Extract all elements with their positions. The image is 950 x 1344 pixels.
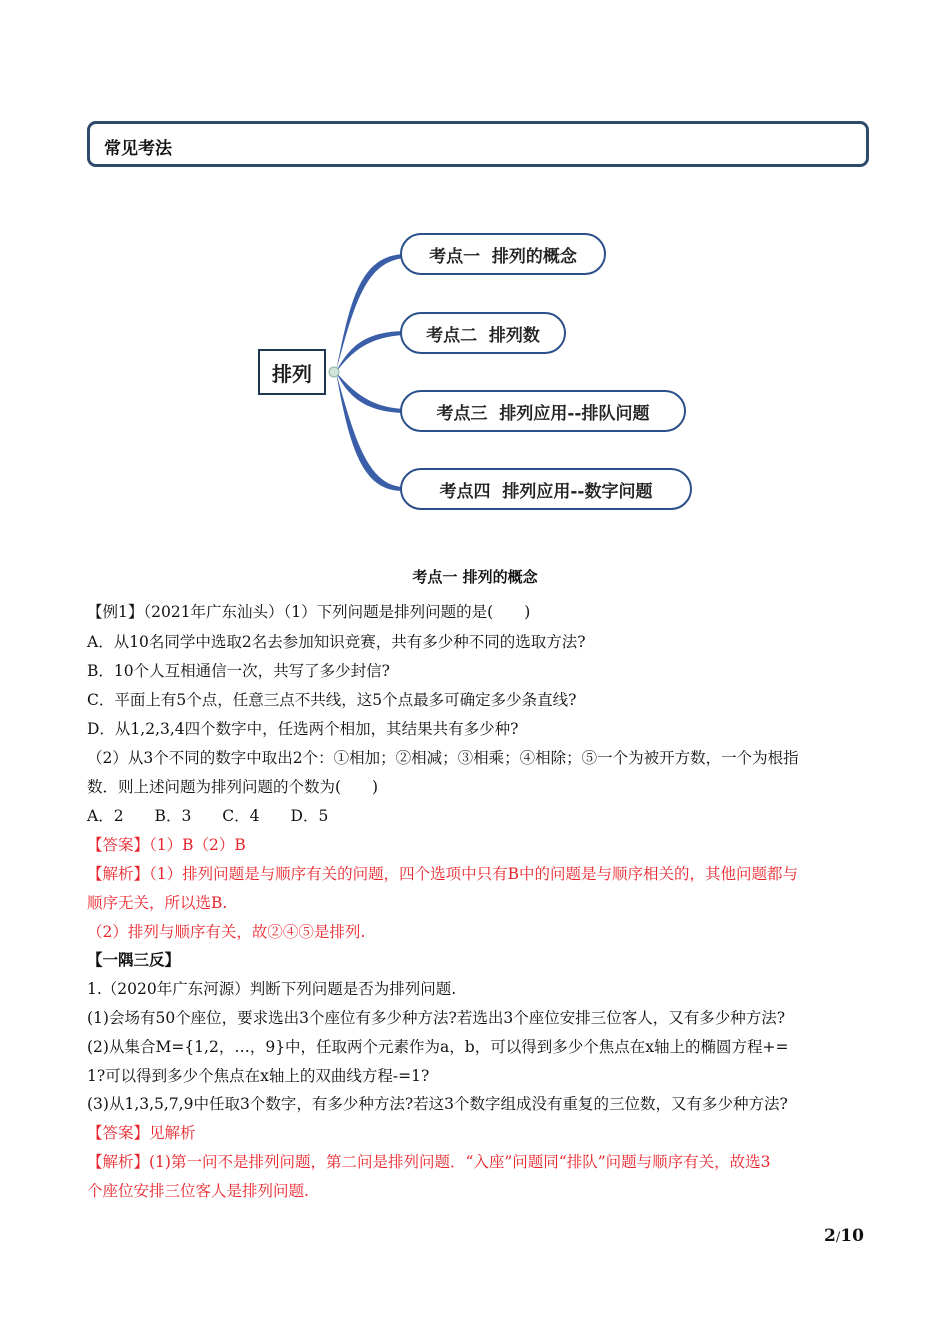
option-d: D．从1,2,3,4四个数字中，任选两个相加，其结果共有多少种? — [87, 720, 519, 738]
connector-2 — [336, 331, 404, 372]
answer-1: 【答案】（1）B（2）B — [87, 836, 246, 854]
mindmap-branch-3: 考点三 排列应用--排队问题 — [400, 390, 686, 432]
practice-1-part-2: (2)从集合M={1,2，…，9}中，任取两个元素作为a，b，可以得到多少个焦点在x轴上的椭圆方程+= — [87, 1038, 789, 1056]
analysis-1-part-2: （2）排列与顺序有关，故②④⑤是排列. — [87, 923, 366, 941]
option-b: B．10个人互相通信一次，共写了多少封信? — [87, 662, 390, 680]
connector-3 — [336, 372, 404, 413]
page-current: 2 — [824, 1226, 836, 1246]
analysis-2: 【解析】(1)第一问不是排列问题，第二问是排列问题．“入座”问题同“排队”问题与顺序有关，故选3 — [87, 1153, 771, 1171]
question-2-options: A．2 B．3 C．4 D．5 — [87, 807, 329, 825]
page-total: 10 — [840, 1226, 864, 1246]
page-number — [824, 1226, 864, 1246]
example-1-question-2: （2）从3个不同的数字中取出2个：①相加；②相减；③相乘；④相除；⑤一个为被开方数，一个为根指 — [87, 749, 799, 767]
header-title: 常见考法 — [104, 139, 172, 159]
practice-1-part-2-cont: 1?可以得到多少个焦点在x轴上的双曲线方程-=1? — [87, 1067, 430, 1085]
analysis-1-cont: 顺序无关，所以选B. — [87, 894, 228, 912]
practice-1-title: 1.（2020年广东河源）判断下列问题是否为排列问题. — [87, 980, 457, 998]
root-connector-dot — [329, 367, 339, 377]
header-box — [87, 121, 869, 167]
mindmap-root: 排列 — [258, 349, 326, 395]
mindmap-branch-2: 考点二 排列数 — [400, 312, 566, 354]
example-1-question-2-cont: 数．则上述问题为排列问题的个数为( ) — [87, 778, 379, 796]
practice-1-part-1: (1)会场有50个座位，要求选出3个座位有多少种方法?若选出3个座位安排三位客人，又有多少种方法? — [87, 1009, 786, 1027]
page-separator: / — [835, 1230, 841, 1245]
connector-4 — [336, 372, 404, 491]
practice-heading: 【一隅三反】 — [87, 950, 181, 969]
connector-1 — [336, 254, 404, 372]
section-title: 考点一 排列的概念 — [412, 568, 538, 586]
option-a: A．从10名同学中选取2名去参加知识竞赛，共有多少种不同的选取方法? — [87, 633, 586, 651]
example-1-question-1: 【例1】（2021年广东汕头）（1）下列问题是排列问题的是( ) — [87, 603, 531, 621]
option-c: C．平面上有5个点，任意三点不共线，这5个点最多可确定多少条直线? — [87, 691, 577, 709]
practice-1-part-3: (3)从1,3,5,7,9中任取3个数字，有多少种方法?若这3个数字组成没有重复的三位数，又有多少种方法? — [87, 1095, 788, 1113]
analysis-2-cont: 个座位安排三位客人是排列问题. — [87, 1182, 309, 1200]
mindmap-branch-1: 考点一 排列的概念 — [400, 233, 606, 275]
answer-2: 【答案】见解析 — [87, 1124, 196, 1142]
mindmap-branch-4: 考点四 排列应用--数字问题 — [400, 468, 692, 510]
analysis-1: 【解析】（1）排列问题是与顺序有关的问题，四个选项中只有B中的问题是与顺序相关的，其他问题都与 — [87, 865, 799, 883]
